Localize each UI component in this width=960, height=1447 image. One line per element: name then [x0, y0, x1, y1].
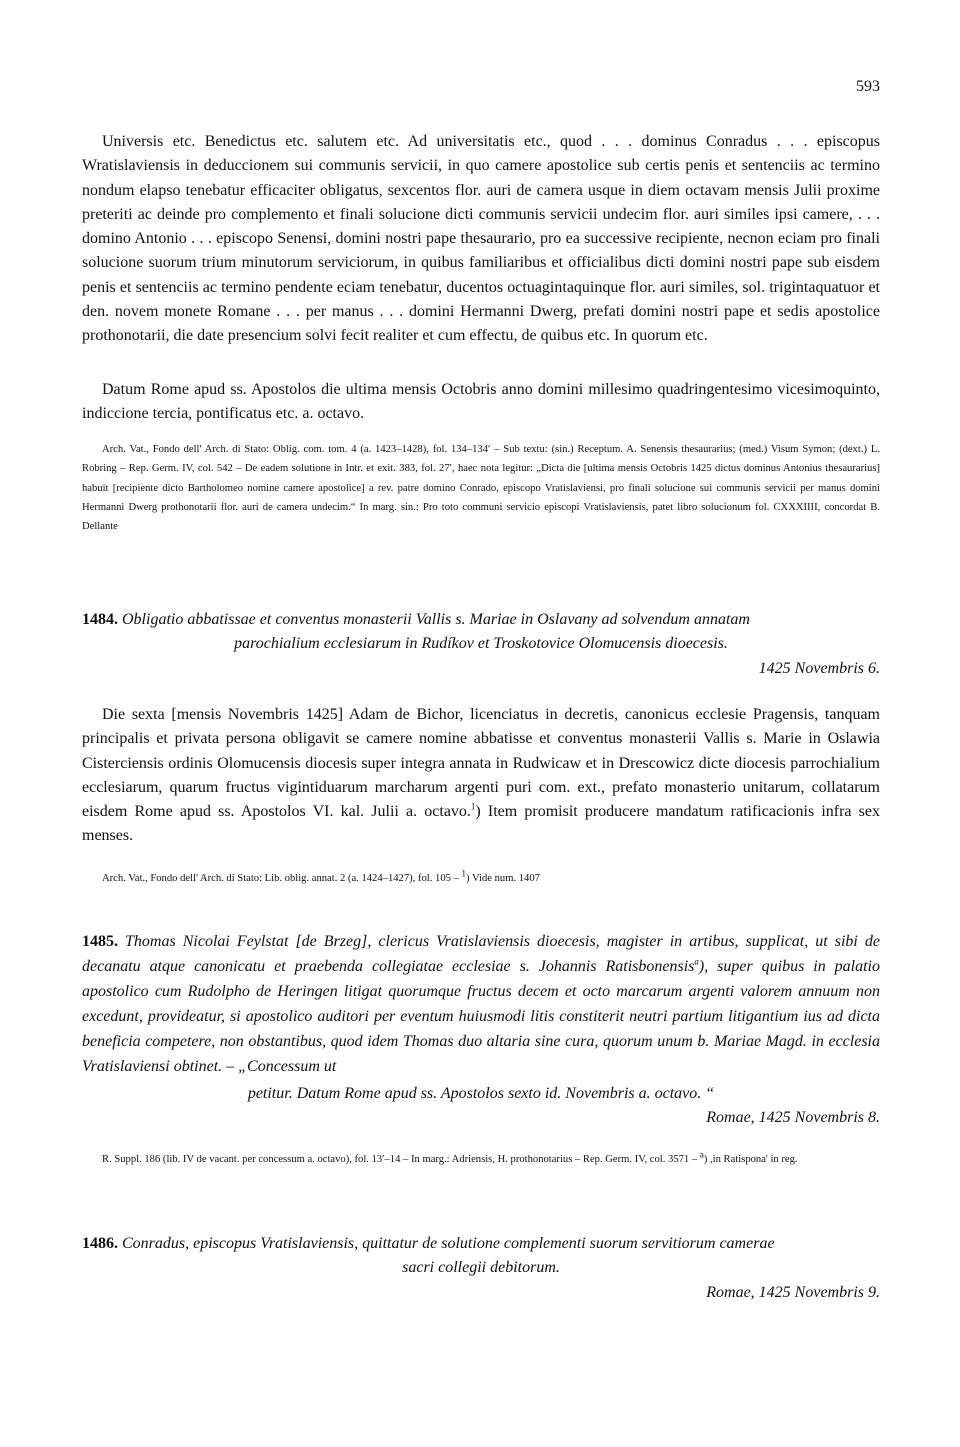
entry-title: Obligatio abbatissae et conventus monasterii Vallis s. Mariae in Oslavany ad solvendum annatam [122, 611, 750, 628]
entry-date: 1425 Novembris 6. [758, 660, 880, 677]
archival-note: Arch. Vat., Fondo dell' Arch. di Stato: Oblig. com. tom. 4 (a. 1423–1428), fol. 134–134′ – Sub textu: (sin.) Receptum. A. Senensis thesaurarius; (med.) Visum Symon; (dext.) L. Robring – Rep. Germ. IV, col. 542 – De eadem solutione in Intr. et exit. 383, fol. 27′, haec nota legitur: „Dicta die [ultima mensis Octobris 1425 dictus dominus Antonius thesaurarius] habuit [recipiente dicto Bartholomeo nomine camere apostolice] a rev. patre domino Conrado, episcopo Vratislaviensi, pro finali solucione sui communis servicii per manus domini Hermanni Dwerg prothonotarii flor. auri de camera undecim.“ In marg. sin.: Pro toto communi servicio episcopi Vratislaviensis, patet libro solucionum fol. CXXXIIII, concordat B. Dellante [82, 444, 880, 533]
entry-heading [82, 929, 880, 1079]
entry-number: 1486. [82, 1235, 118, 1252]
archival-note-text: Arch. Vat., Fondo dell' Arch. di Stato: Lib. oblig. annat. 2 (a. 1424–1427), fol. 105 – [102, 873, 462, 884]
entry-title-continuation: sacri collegii debitorum. [402, 1259, 560, 1276]
archival-note [82, 869, 880, 888]
entry-date: Romae, 1425 Novembris 9. [706, 1284, 880, 1301]
document-body-paragraph: Universis etc. Benedictus etc. salutem etc. Ad universitatis etc., quod . . . dominus Conradus . . . episcopus Wratislaviensis in deduccionem sui communis servicii, in quo camere apostolice sub certis penis et sentenciis ac termino nondum elapso tenebatur efficaciter obligatus, sexcentos flor. auri de camera usque in diem octavam mensis Julii proxime preteriti ac deinde pro complemento et finali solucione dicti communis servicii undecim flor. auri similes ipsi camere, . . . domino Antonio . . . episcopo Senensi, domini nostri pape thesaurario, pro ea successive recipiente, necnon eciam pro finali solucione suorum trium minutorum serviciorum, in quibus familiaribus et officialibus dicti domini nostri pape sub eisdem penis et sentenciis ac termino pendente eciam tenebatur, ducentos octuagintaquinque flor. auri similes, sol. trigintaquatuor et den. novem monete Romane . . . per manus . . . domini Hermanni Dwerg, prefati domini nostri pape et sedis apostolice prothonotarii, die date presencium solvi fecit realiter et cum effectu, de quibus etc. In quorum etc. [82, 133, 880, 345]
footnote-marker: a [699, 1149, 704, 1160]
archival-note [82, 1150, 880, 1169]
entry-title: Thomas Nicolai Feylstat [de Brzeg], clericus Vratislaviensis dioecesis, magister in artibus, supplicat, ut sibi de decanatu atque canonicatu et praebenda collegiatae ecclesiae s. Johannis Ratisbonensis [82, 933, 881, 975]
archival-note-tail: ) ,in Ratispona' in reg. [703, 1154, 798, 1165]
entry-heading [82, 1231, 880, 1256]
entry-date: Romae, 1425 Novembris 8. [706, 1109, 880, 1126]
footnote-marker: a [694, 956, 699, 967]
entry-body-text: Die sexta [mensis Novembris 1425] Adam de Bichor, licenciatus in decretis, canonicus ecclesie Pragensis, tanquam principalis et privata persona obligavit se camere nomine abbatisse et conventus monasterii Vallis s. Marie in Oslawia Cisterciensis ordinis Olomucensis diocesis super integra annata in Rudwicaw et in Drescowicz dicte diocesis parrochialium ecclesiarum, quarum fructus vigintiduarum marcharum argenti puri com. ext., prefato monasterio unitarum, collatarum eisdem Rome apud ss. Apostolos VI. kal. Julii a. octavo. [82, 706, 880, 821]
entry-title-continuation: petitur. Datum Rome apud ss. Apostolos sexto id. Novembris a. octavo. “ [247, 1085, 715, 1102]
entry-number: 1484. [82, 611, 118, 628]
archival-note-text: R. Suppl. 186 (lib. IV de vacant. per concessum a. octavo), fol. 13′–14 – In marg.: Adriensis, H. prothonotarius – Rep. Germ. IV, col. 3571 – [102, 1154, 700, 1165]
entry-body [82, 703, 880, 849]
dating-paragraph: Datum Rome apud ss. Apostolos die ultima mensis Octobris anno domini millesimo quadringentesimo vicesimoquinto, indiccione tercia, pontificatus etc. a. octavo. [82, 381, 880, 423]
entry-title-tail: ), super quibus in palatio apostolico cum Rudolpho de Heringen litigat quorumque fructus decem et octo marcarum argenti valorem annuum non excedunt, provideatur, si apostolico auditori per eventum huiusmodi litis constiterit neutri partium litigantium ius ad dicta beneficia competere, non obstantibus, quod idem Thomas duo altaria sine cura, quorum unum b. Mariae Magd. in ecclesia Vratislaviensi obtinet. – „Concessum ut [82, 958, 880, 1075]
entry-body-tail: ) Item promisit producere mandatum ratificacionis infra sex menses. [82, 803, 881, 845]
entry-title: Conradus, episcopus Vratislaviensis, quittatur de solutione complementi suorum servitiorum camerae [122, 1235, 775, 1252]
entry-heading [82, 607, 880, 632]
entry-number: 1485. [82, 933, 118, 950]
footnote-marker: 1 [470, 801, 476, 812]
page-number: 593 [856, 78, 880, 95]
footnote-marker: 1 [461, 868, 467, 879]
document-page [82, 0, 880, 1447]
archival-note-tail: ) Vide num. 1407 [466, 873, 540, 884]
entry-title-continuation: parochialium ecclesiarum in Rudíkov et Troskotovice Olomucensis dioecesis. [234, 635, 728, 652]
